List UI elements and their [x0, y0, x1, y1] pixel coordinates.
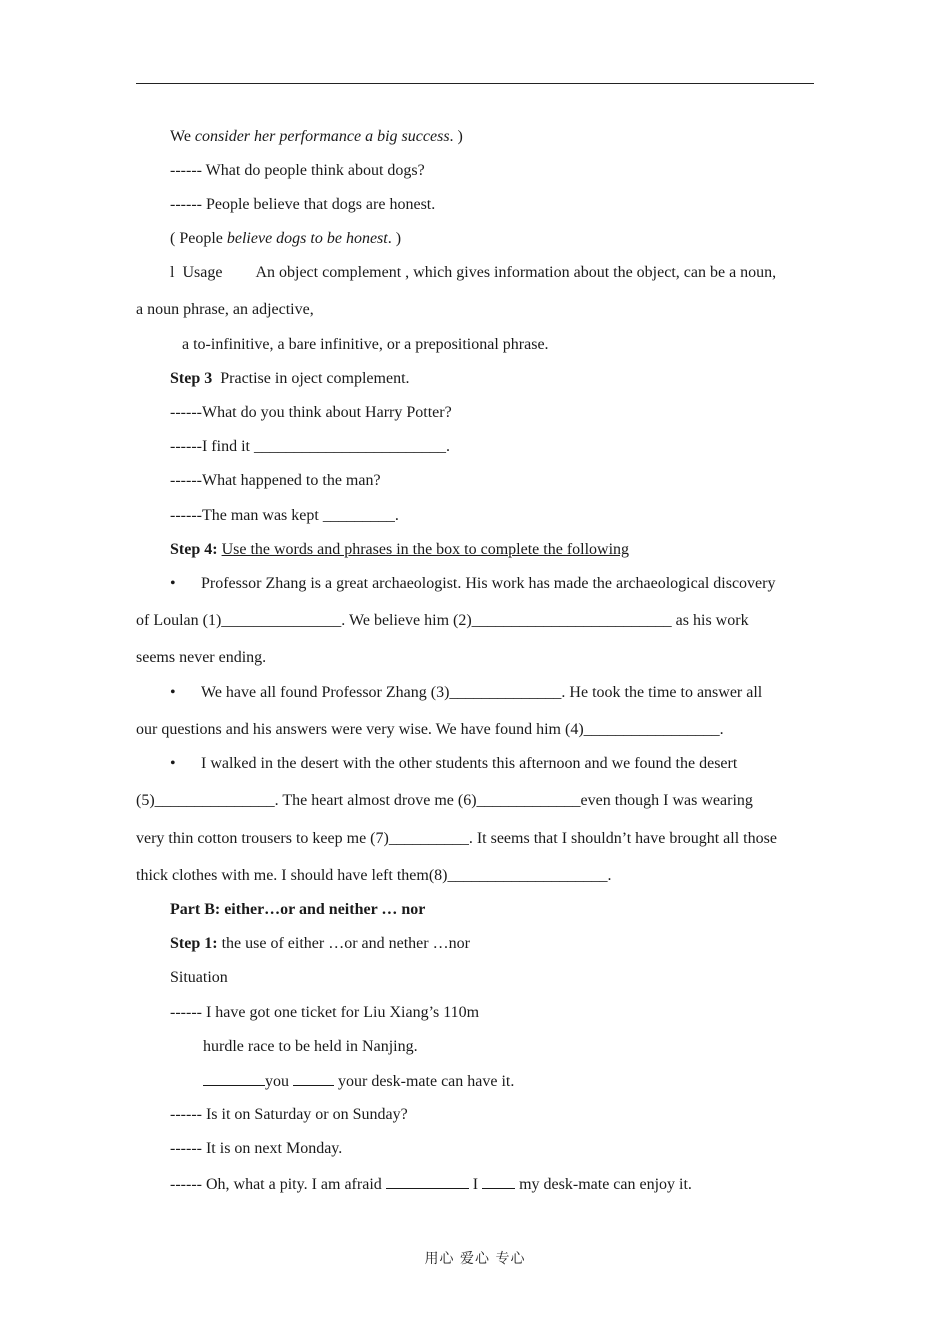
paragraph-line: thick clothes with me. I should have left them(8)____________________. — [136, 867, 612, 884]
bullet-icon: • — [170, 684, 176, 701]
exercise-line: ------ Oh, what a pity. I am afraid I my desk-mate can enjoy it. — [170, 1176, 692, 1193]
step4-heading: Step 4: Use the words and phrases in the box to complete the following — [170, 541, 630, 558]
answer-blank — [293, 1071, 334, 1086]
dialogue-line: ------ It is on next Monday. — [170, 1140, 343, 1157]
paragraph-line: seems never ending. — [136, 649, 267, 666]
paragraph-line: (5)_______________. The heart almost drove me (6)_____________even though I was wearing — [136, 792, 753, 809]
dialogue-line: ------ Is it on Saturday or on Sunday? — [170, 1106, 408, 1123]
dialogue-line: ------ People believe that dogs are honest. — [170, 196, 436, 213]
bullet-icon: • — [170, 575, 176, 592]
dialogue-line: ------ I have got one ticket for Liu Xiang’s 110m — [170, 1004, 480, 1021]
list-marker: l — [170, 264, 175, 281]
example-line: ( People believe dogs to be honest. ) — [170, 230, 402, 247]
dialogue-line: ------What happened to the man? — [170, 472, 381, 489]
header-rule — [136, 83, 814, 84]
usage-line: l Usage An object complement , which gives information about the object, can be a noun, — [170, 264, 777, 281]
answer-blank — [203, 1071, 265, 1086]
step3-heading: Step 3 Practise in oject complement. — [170, 370, 410, 387]
dialogue-continuation: hurdle race to be held in Nanjing. — [203, 1038, 418, 1055]
usage-label: Usage — [182, 264, 223, 281]
part-b-heading: Part B: either…or and neither … nor — [170, 901, 426, 918]
example-line: We consider her performance a big success. ) — [170, 128, 463, 145]
bullet-icon: • — [170, 755, 176, 772]
paragraph-line: our questions and his answers were very wise. We have found him (4)_________________. — [136, 721, 724, 738]
dialogue-line: ------What do you think about Harry Potter? — [170, 404, 452, 421]
answer-blank — [482, 1174, 515, 1189]
exercise-line: ------The man was kept _________. — [170, 507, 399, 524]
situation-label: Situation — [170, 969, 228, 986]
exercise-line: you your desk-mate can have it. — [203, 1071, 514, 1092]
page-footer: 用心 爱心 专心 — [424, 1251, 526, 1267]
paragraph-line: very thin cotton trousers to keep me (7)__________. It seems that I shouldn’t have brought all those — [136, 830, 777, 847]
dialogue-line: ------ What do people think about dogs? — [170, 162, 425, 179]
answer-blank — [386, 1174, 469, 1189]
bullet-paragraph-2: • We have all found Professor Zhang (3)______________. He took the time to answer all — [170, 684, 763, 701]
bullet-paragraph-3: • I walked in the desert with the other students this afternoon and we found the desert — [170, 755, 738, 772]
usage-continuation: a noun phrase, an adjective, — [136, 301, 314, 318]
step1-heading: Step 1: the use of either …or and nether …nor — [170, 935, 470, 952]
usage-continuation: a to-infinitive, a bare infinitive, or a prepositional phrase. — [182, 336, 549, 353]
bullet-paragraph-1: • Professor Zhang is a great archaeologist. His work has made the archaeological discovery — [170, 575, 776, 592]
exercise-line: ------I find it ________________________. — [170, 438, 450, 455]
paragraph-line: of Loulan (1)_______________. We believe him (2)_________________________ as his work — [136, 612, 749, 629]
